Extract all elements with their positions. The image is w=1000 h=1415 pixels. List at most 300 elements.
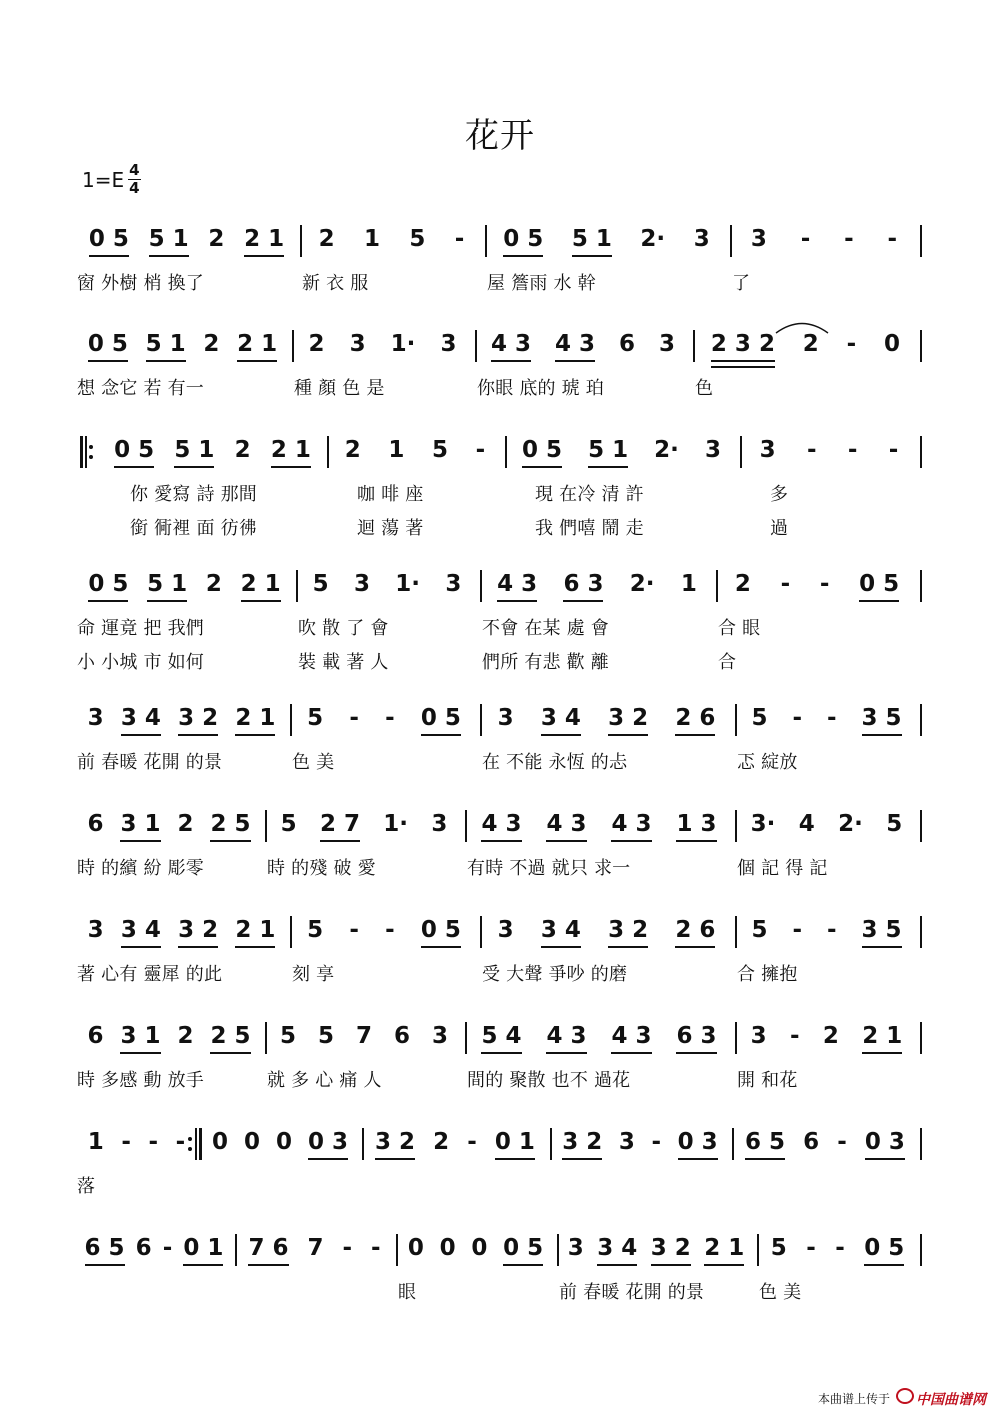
note-group: 0 <box>211 1129 228 1155</box>
lyric-segment: 命 運竟 把 我們 <box>77 618 204 639</box>
note-group: 3 <box>353 571 370 597</box>
lyric-segment: 色 美 <box>759 1282 802 1303</box>
measure <box>484 916 729 950</box>
measure <box>79 704 284 738</box>
note-group: 2 1 <box>862 1022 902 1054</box>
note-group: - <box>847 437 858 463</box>
note-group: 0 5 <box>503 225 543 257</box>
barline <box>480 570 482 602</box>
notes-row <box>0 810 1000 850</box>
barline <box>757 1234 759 1266</box>
note-group: 2 <box>433 1129 450 1155</box>
note-group: 2 1 <box>237 330 277 362</box>
note-group: - <box>349 917 359 943</box>
note-group: 3 <box>431 1023 448 1049</box>
note-group: - <box>454 226 465 252</box>
time-signature-top: 4 <box>129 161 140 179</box>
repeat-end-barline <box>188 1128 202 1160</box>
measure <box>296 330 469 364</box>
note-group: 5 <box>307 705 324 731</box>
measure <box>739 916 914 950</box>
lyric-line <box>0 614 1000 644</box>
note-group: 3 <box>693 226 710 252</box>
note-group: 0 <box>439 1235 456 1261</box>
note-group: 5 1 <box>149 225 189 257</box>
note-group: 5 1 <box>146 330 186 362</box>
measure <box>331 436 499 470</box>
note-group: 1 <box>680 571 697 597</box>
lyric-segment: 時 的繽 紛 彫零 <box>77 858 204 879</box>
note-group: 2 1 <box>244 225 284 257</box>
time-signature <box>128 162 140 197</box>
note-group: 4 3 <box>555 330 595 362</box>
note-group: 5 <box>409 226 426 252</box>
note-group: 3 <box>497 705 514 731</box>
lyric-line <box>0 748 1000 778</box>
barline <box>735 704 737 736</box>
note-group: - <box>844 226 854 252</box>
notes-row <box>0 704 1000 744</box>
measure <box>294 916 474 950</box>
note-group: 5 <box>751 705 768 731</box>
lyric-segment: 你 愛寫 詩 那間 <box>130 484 257 505</box>
note-group: 2 <box>177 811 194 837</box>
note-group: 2 <box>208 226 225 252</box>
measure <box>366 1128 544 1162</box>
score-system <box>0 704 1000 804</box>
lyric-segment: 落 <box>77 1176 96 1197</box>
note-group: 2 <box>734 571 751 597</box>
note-group: - <box>800 226 811 252</box>
score-system <box>0 810 1000 910</box>
measure <box>79 225 294 259</box>
note-group: 3 1 <box>120 1022 160 1054</box>
note-group: 0 <box>471 1235 488 1261</box>
lyric-segment: 迴 蕩 著 <box>357 518 424 539</box>
note-group: 0 5 <box>522 436 562 468</box>
barline <box>300 225 302 257</box>
notes-row <box>0 330 1000 370</box>
note-group: - <box>475 437 486 463</box>
note-group: 6 3 <box>563 570 603 602</box>
note-group: 2 <box>177 1023 194 1049</box>
note-group: 5 <box>886 811 903 837</box>
note-group: - <box>846 331 857 357</box>
note-group: 0 3 <box>308 1128 348 1160</box>
barline <box>732 1128 734 1160</box>
measure <box>734 225 914 259</box>
lyric-segment: 時 多感 動 放手 <box>77 1070 204 1091</box>
lyric-line <box>0 514 1000 544</box>
lyric-segment: 不會 在某 處 會 <box>482 618 609 639</box>
barline <box>235 1234 237 1266</box>
score-system <box>0 225 1000 325</box>
note-group: 2 1 <box>235 916 275 948</box>
note-group: 2 <box>234 437 251 463</box>
lyric-line <box>0 374 1000 404</box>
note-group: 6 <box>393 1023 410 1049</box>
lyric-line <box>0 480 1000 510</box>
note-group: 3 <box>658 331 675 357</box>
note-group: 0 5 <box>421 916 461 948</box>
score-system <box>0 570 1000 673</box>
logo-icon <box>896 1388 914 1404</box>
notes-row <box>0 916 1000 956</box>
score-system <box>0 1128 1000 1228</box>
measure <box>484 704 729 738</box>
note-group: - <box>826 705 837 731</box>
note-group: 7 <box>355 1023 372 1049</box>
measure <box>484 570 710 604</box>
note-group: 5 <box>432 437 449 463</box>
end-barline <box>920 225 922 257</box>
measure <box>79 1234 229 1268</box>
note-group: - <box>792 705 803 731</box>
note-group: 4 3 <box>546 1022 586 1054</box>
note-group: 5 <box>770 1235 787 1261</box>
lyric-line <box>0 1066 1000 1096</box>
measure <box>509 436 734 470</box>
note-group: - <box>780 571 791 597</box>
note-group: 3 5 <box>862 704 902 736</box>
note-group: 2 7 <box>320 810 360 842</box>
score-system <box>0 916 1000 1016</box>
measure <box>79 1128 194 1162</box>
measure <box>469 810 729 844</box>
note-group: 2 3 2 <box>711 330 775 362</box>
note-group: 3 2 <box>608 916 648 948</box>
note-group: - <box>837 1129 847 1155</box>
lyric-line <box>0 648 1000 678</box>
note-group: 1 3 <box>676 810 716 842</box>
note-group: 1· <box>383 811 409 837</box>
note-group: - <box>342 1235 352 1261</box>
notes-row <box>0 436 1000 476</box>
barline <box>550 1128 552 1160</box>
note-group: 2 <box>318 226 335 252</box>
note-group: 2 5 <box>210 810 250 842</box>
barline <box>735 1022 737 1054</box>
note-group: 0 <box>275 1129 292 1155</box>
measure <box>79 916 284 950</box>
lyric-line <box>0 854 1000 884</box>
measure <box>744 436 914 470</box>
note-group: 3 2 <box>178 704 218 736</box>
measure <box>269 810 459 844</box>
score-system <box>0 436 1000 539</box>
lyric-segment: 咖 啡 座 <box>357 484 424 505</box>
lyric-segment: 刻 享 <box>292 964 335 985</box>
note-group: 0 5 <box>864 1234 904 1266</box>
barline <box>465 1022 467 1054</box>
note-group: 3 <box>618 1129 635 1155</box>
note-group: - <box>385 705 395 731</box>
barline <box>735 916 737 948</box>
barline <box>735 810 737 842</box>
note-group: - <box>651 1129 662 1155</box>
site-logo <box>896 1388 986 1409</box>
note-group: 6 <box>87 811 104 837</box>
measure <box>720 570 914 604</box>
note-group: 0 <box>407 1235 424 1261</box>
score-system <box>0 1234 1000 1334</box>
note-group: 2· <box>640 226 666 252</box>
measure <box>554 1128 726 1162</box>
end-barline <box>920 916 922 948</box>
barline <box>505 436 507 468</box>
end-barline <box>920 436 922 468</box>
note-group: 0 5 <box>503 1234 543 1266</box>
lyric-segment: 窗 外樹 梢 換了 <box>77 273 204 294</box>
notes-row <box>0 1128 1000 1168</box>
measure <box>489 225 724 259</box>
end-barline <box>920 330 922 362</box>
lyric-segment: 們所 有悲 歡 離 <box>482 652 609 673</box>
measure <box>400 1234 551 1268</box>
lyric-segment: 合 <box>718 652 737 673</box>
measure <box>304 225 479 259</box>
measure <box>204 1128 356 1162</box>
note-group: 0 3 <box>678 1128 718 1160</box>
key-signature <box>82 162 141 197</box>
note-group: 2 <box>308 331 325 357</box>
lyric-line <box>0 960 1000 990</box>
note-group: 4 3 <box>497 570 537 602</box>
measure <box>269 1022 459 1056</box>
lyric-segment: 個 記 得 記 <box>737 858 828 879</box>
note-group: 2 1 <box>235 704 275 736</box>
site-name: 中国曲谱网 <box>916 1392 986 1408</box>
lyric-segment: 小 小城 市 如何 <box>77 652 204 673</box>
note-group: 3 <box>750 1023 767 1049</box>
notes-row <box>0 570 1000 610</box>
barline <box>296 570 298 602</box>
note-group: 2· <box>654 437 679 463</box>
note-group: 0 <box>243 1129 260 1155</box>
note-group: - <box>148 1129 159 1155</box>
barline <box>396 1234 398 1266</box>
lyric-segment: 新 衣 服 <box>302 273 369 294</box>
measure <box>79 1022 259 1056</box>
measure <box>736 1128 914 1162</box>
note-group: 3 <box>759 437 776 463</box>
note-group: 5 1 <box>147 570 187 602</box>
lyric-segment: 合 眼 <box>718 618 761 639</box>
note-group: 6 <box>135 1235 152 1261</box>
note-group: 3· <box>750 811 776 837</box>
lyric-segment: 前 春暖 花開 的景 <box>559 1282 705 1303</box>
note-group: 2 <box>822 1023 839 1049</box>
lyric-segment: 在 不能 永恆 的忐 <box>482 752 628 773</box>
end-barline <box>920 1234 922 1266</box>
end-barline <box>920 1128 922 1160</box>
note-group: - <box>807 437 817 463</box>
note-group: 0 5 <box>421 704 461 736</box>
barline <box>740 436 742 468</box>
lyric-segment: 銜 衕裡 面 彷彿 <box>130 518 257 539</box>
lyric-segment: 開 和花 <box>737 1070 798 1091</box>
lyric-segment: 有時 不過 就只 求一 <box>467 858 631 879</box>
note-group: 3 2 <box>178 916 218 948</box>
note-group: - <box>887 226 898 252</box>
lyric-segment: 合 擁抱 <box>737 964 798 985</box>
notes-row <box>0 1022 1000 1062</box>
barline <box>362 1128 364 1160</box>
note-group: - <box>121 1129 131 1155</box>
lyric-line <box>0 1172 1000 1202</box>
measure <box>479 330 687 364</box>
measure <box>79 330 286 364</box>
lyric-segment: 受 大聲 爭吵 的磨 <box>482 964 628 985</box>
measure <box>79 810 259 844</box>
note-group: 0 <box>884 331 901 357</box>
note-group: 3 2 <box>562 1128 602 1160</box>
note-group: 3 4 <box>121 916 161 948</box>
note-group: 0 5 <box>859 570 899 602</box>
note-group: 3 <box>750 226 767 252</box>
note-group: 4 3 <box>491 330 531 362</box>
measure <box>79 570 290 604</box>
barline <box>485 225 487 257</box>
note-group: 0 5 <box>88 570 128 602</box>
note-group: 4 <box>798 811 815 837</box>
note-group: - <box>467 1129 477 1155</box>
note-group: 2 <box>344 437 361 463</box>
barline <box>265 1022 267 1054</box>
notes-row <box>0 1234 1000 1274</box>
measure <box>739 704 914 738</box>
lyric-line <box>0 269 1000 299</box>
note-group: 0 5 <box>89 225 129 257</box>
note-group: 0 5 <box>114 436 154 468</box>
note-group: 2 <box>203 331 220 357</box>
note-group: 6 <box>618 331 635 357</box>
note-group: 4 3 <box>611 1022 651 1054</box>
measure <box>561 1234 751 1268</box>
note-group: 3 4 <box>541 916 581 948</box>
note-group: 6 3 <box>676 1022 716 1054</box>
note-group: 3 <box>497 917 514 943</box>
note-group: 5 4 <box>481 1022 521 1054</box>
note-group: 5 <box>280 811 297 837</box>
note-group: 0 3 <box>865 1128 905 1160</box>
note-group: 5 <box>279 1023 296 1049</box>
note-group: 3 <box>349 331 366 357</box>
barline <box>475 330 477 362</box>
lyric-segment: 色 <box>695 378 714 399</box>
note-group: 3 1 <box>120 810 160 842</box>
measure <box>739 810 914 844</box>
lyric-segment: 現 在冷 清 許 <box>535 484 644 505</box>
note-group: 1 <box>87 1129 104 1155</box>
measure <box>469 1022 729 1056</box>
barline <box>292 330 294 362</box>
barline <box>465 810 467 842</box>
tie-arc <box>772 316 832 336</box>
note-group: 3 2 <box>651 1234 691 1266</box>
footer-text: 本曲谱上传于 <box>817 1392 890 1406</box>
note-group: 3 <box>440 331 457 357</box>
barline <box>693 330 695 362</box>
note-group: 3 <box>87 917 104 943</box>
note-group: 2 <box>205 571 222 597</box>
barline <box>480 704 482 736</box>
note-group: - <box>175 1129 186 1155</box>
note-group: 1 <box>364 226 381 252</box>
note-group: 3 <box>431 811 448 837</box>
note-group: 7 <box>307 1235 324 1261</box>
lyric-segment: 我 們嘻 鬧 走 <box>535 518 644 539</box>
note-group: - <box>806 1235 816 1261</box>
note-group: 5 1 <box>572 225 612 257</box>
note-group: 2 1 <box>271 436 311 468</box>
note-group: 5 <box>312 571 329 597</box>
time-signature-bottom: 4 <box>129 179 140 197</box>
end-barline <box>920 810 922 842</box>
notes-row <box>0 225 1000 265</box>
lyric-segment: 想 念它 若 有一 <box>77 378 204 399</box>
note-group: 2 1 <box>241 570 281 602</box>
note-group: - <box>792 917 803 943</box>
note-group: 4 3 <box>481 810 521 842</box>
note-group: 6 5 <box>745 1128 785 1160</box>
lyric-segment: 間的 聚散 也不 過花 <box>467 1070 631 1091</box>
end-barline <box>920 1022 922 1054</box>
barline <box>716 570 718 602</box>
note-group: 4 3 <box>611 810 651 842</box>
note-group: - <box>385 917 395 943</box>
barline <box>290 704 292 736</box>
note-group: 3 <box>87 705 104 731</box>
lyric-segment: 前 春暖 花開 的景 <box>77 752 223 773</box>
note-group: 5 1 <box>174 436 214 468</box>
lyric-segment: 吹 散 了 會 <box>298 618 389 639</box>
lyric-line <box>0 1278 1000 1308</box>
note-group: 7 6 <box>248 1234 288 1266</box>
barline <box>557 1234 559 1266</box>
note-group: 5 1 <box>588 436 628 468</box>
note-group: - <box>162 1235 173 1261</box>
note-group: - <box>349 705 359 731</box>
note-group: - <box>826 917 837 943</box>
note-group: 4 3 <box>546 810 586 842</box>
note-group: - <box>790 1023 800 1049</box>
note-group: - <box>819 571 830 597</box>
note-group: - <box>888 437 899 463</box>
lyric-segment: 你眼 底的 琥 珀 <box>477 378 604 399</box>
song-title: 花开 <box>465 116 535 156</box>
measure <box>761 1234 914 1268</box>
measure <box>294 704 474 738</box>
lyric-segment: 多 <box>770 484 789 505</box>
note-group: 2 6 <box>675 704 715 736</box>
end-barline <box>920 704 922 736</box>
note-group: 3 4 <box>541 704 581 736</box>
note-group: 2· <box>838 811 863 837</box>
note-group: 2· <box>629 571 655 597</box>
lyric-segment: 裝 載 著 人 <box>298 652 389 673</box>
barline <box>480 916 482 948</box>
note-group: 5 <box>317 1023 334 1049</box>
end-barline <box>920 570 922 602</box>
key-label: 1=E <box>82 167 125 192</box>
lyric-segment: 種 顏 色 是 <box>294 378 385 399</box>
note-group: 0 1 <box>183 1234 223 1266</box>
note-group: 6 <box>87 1023 104 1049</box>
note-group: - <box>370 1235 381 1261</box>
note-group: 3 5 <box>862 916 902 948</box>
lyric-segment: 了 <box>732 273 751 294</box>
